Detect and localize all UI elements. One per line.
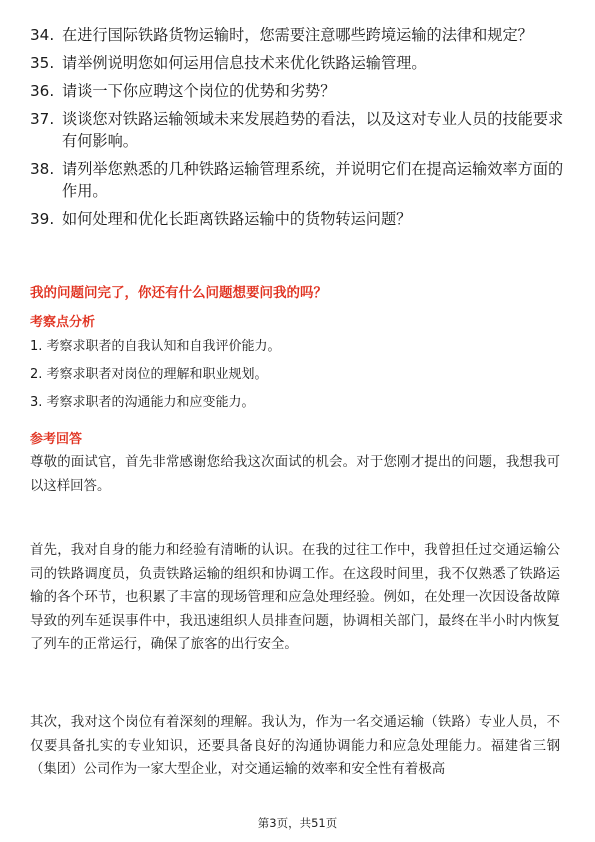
question-text: 谈谈您对铁路运输领域未来发展趋势的看法，以及这对专业人员的技能要求有何影响。 — [62, 110, 564, 150]
list-item — [30, 24, 570, 46]
list-item — [30, 52, 570, 74]
answer-paragraph: 尊敬的面试官，首先非常感谢您给我这次面试的机会。对于您刚才提出的问题，我想我可以这样回答。 — [30, 455, 560, 494]
list-item — [30, 80, 570, 102]
question-number: 34. — [30, 26, 55, 44]
analysis-point: 1. 考察求职者的自我认知和自我评价能力。 — [30, 339, 281, 354]
question-text: 在进行国际铁路货物运输时，您需要注意哪些跨境运输的法律和规定？ — [62, 26, 533, 44]
highlight-question: 我的问题问完了，你还有什么问题想要问我的吗？ — [30, 285, 327, 301]
question-number: 36. — [30, 82, 55, 100]
analysis-title: 考察点分析 — [30, 315, 96, 330]
question-list — [30, 24, 570, 236]
question-number: 37. — [30, 110, 55, 128]
question-number: 38. — [30, 160, 55, 178]
question-text: 请谈一下你应聘这个岗位的优势和劣势？ — [62, 82, 336, 100]
answer-paragraph: 其次，我对这个岗位有着深刻的理解。我认为，作为一名交通运输（铁路）专业人员，不仅要具备扎实的专业知识，还要具备良好的沟通协调能力和应急处理能力。福建省三钢（集团）公司作为一家大型企业，对交通运输的效率和安全性有着极高 — [30, 715, 560, 777]
list-item — [30, 208, 570, 230]
question-text: 请列举您熟悉的几种铁路运输管理系统，并说明它们在提高运输效率方面的作用。 — [62, 160, 564, 200]
analysis-point: 3. 考察求职者的沟通能力和应变能力。 — [30, 395, 255, 410]
list-item — [30, 158, 570, 202]
question-number: 39. — [30, 210, 55, 228]
reference-title: 参考回答 — [30, 432, 83, 447]
question-text: 请举例说明您如何运用信息技术来优化铁路运输管理。 — [62, 54, 427, 72]
analysis-point: 2. 考察求职者对岗位的理解和职业规划。 — [30, 367, 268, 382]
list-item — [30, 108, 570, 152]
question-number: 35. — [30, 54, 55, 72]
page-footer: 第3页，共51页 — [257, 816, 338, 830]
answer-paragraph: 首先，我对自身的能力和经验有清晰的认识。在我的过往工作中，我曾担任过交通运输公司的铁路调度员，负责铁路运输的组织和协调工作。在这段时间里，我不仅熟悉了铁路运输的各个环节，也积累了丰富的现场管理和应急处理经验。例如，在处理一次因设备故障导致的列车延误事件中，我迅速组织人员排查问题，协调相关部门，最终在半小时内恢复了列车的正常运行，确保了旅客的出行安全。 — [30, 543, 560, 652]
question-text: 如何处理和优化长距离铁路运输中的货物转运问题？ — [62, 210, 412, 228]
